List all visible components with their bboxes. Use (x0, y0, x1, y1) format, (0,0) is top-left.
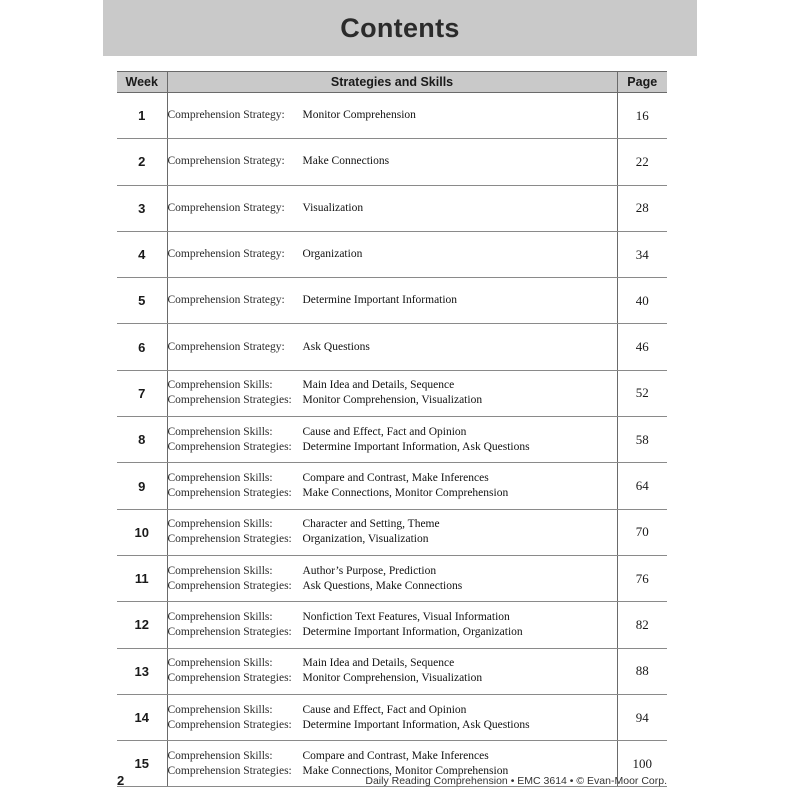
week-number: 5 (117, 278, 167, 324)
strategy-label: Comprehension Skills: (167, 703, 273, 716)
strategies-cell (167, 324, 617, 370)
strategy-label: Comprehension Strategy: (167, 109, 285, 122)
strategy-label: Comprehension Strategies: (167, 718, 292, 731)
strategies-cell (167, 139, 617, 185)
strategy-value: Make Connections, Monitor Comprehension (302, 764, 509, 777)
strategy-line (168, 393, 617, 408)
strategy-line (168, 471, 617, 486)
strategy-label: Comprehension Strategies: (167, 672, 292, 685)
strategies-cell (167, 278, 617, 324)
strategy-label: Comprehension Skills: (167, 657, 273, 670)
table-row (117, 370, 667, 416)
strategies-cell (167, 463, 617, 509)
strategies-cell (167, 555, 617, 601)
page-number: 34 (617, 231, 667, 277)
strategy-line (168, 425, 617, 440)
strategy-value: Main Idea and Details, Sequence (302, 379, 455, 392)
strategy-value: Visualization (302, 201, 364, 214)
strategy-value: Cause and Effect, Fact and Opinion (302, 425, 467, 438)
strategy-value: Compare and Contrast, Make Inferences (302, 472, 489, 485)
table-row (117, 417, 667, 463)
contents-table (117, 71, 667, 787)
week-number: 1 (117, 93, 167, 139)
header-row (117, 72, 667, 93)
strategy-line (168, 440, 617, 455)
page-number: 58 (617, 417, 667, 463)
strategy-line (168, 579, 617, 594)
strategy-line (168, 749, 617, 764)
week-number: 13 (117, 648, 167, 694)
strategy-label: Comprehension Strategies: (167, 394, 292, 407)
strategy-label: Comprehension Strategies: (167, 487, 292, 500)
strategy-value: Organization (302, 248, 363, 261)
week-number: 7 (117, 370, 167, 416)
week-number: 12 (117, 602, 167, 648)
strategy-line (168, 703, 617, 718)
table-row (117, 278, 667, 324)
page-number: 40 (617, 278, 667, 324)
page-number: 70 (617, 509, 667, 555)
strategy-line (168, 671, 617, 686)
strategy-line (168, 517, 617, 532)
strategy-value: Nonfiction Text Features, Visual Information (302, 610, 510, 623)
strategy-value: Make Connections (302, 155, 390, 168)
table-row (117, 509, 667, 555)
week-number: 14 (117, 694, 167, 740)
week-number: 15 (117, 741, 167, 787)
contents-table-body (117, 93, 667, 787)
page-number: 16 (617, 93, 667, 139)
page-number: 52 (617, 370, 667, 416)
strategy-line (168, 564, 617, 579)
strategy-line (168, 656, 617, 671)
strategy-label: Comprehension Skills: (167, 425, 273, 438)
strategy-line (168, 247, 617, 262)
strategy-value: Monitor Comprehension, Visualization (302, 672, 483, 685)
strategy-line (168, 625, 617, 640)
strategy-label: Comprehension Strategies: (167, 764, 292, 777)
header-strategies: Strategies and Skills (167, 72, 617, 93)
week-number: 11 (117, 555, 167, 601)
strategies-cell (167, 509, 617, 555)
title-banner (103, 0, 697, 56)
page-number: 100 (617, 741, 667, 787)
strategy-label: Comprehension Strategy: (167, 201, 285, 214)
table-row (117, 602, 667, 648)
strategy-label: Comprehension Skills: (167, 610, 273, 623)
strategy-label: Comprehension Skills: (167, 379, 273, 392)
strategies-cell (167, 602, 617, 648)
table-row (117, 231, 667, 277)
strategy-label: Comprehension Strategies: (167, 533, 292, 546)
page-number: 94 (617, 694, 667, 740)
footer-credit: Daily Reading Comprehension • EMC 3614 • © Evan-Moor Corp. (365, 775, 667, 787)
strategy-label: Comprehension Skills: (167, 564, 273, 577)
strategy-line (168, 610, 617, 625)
week-number: 3 (117, 185, 167, 231)
strategy-value: Main Idea and Details, Sequence (302, 657, 455, 670)
table-row (117, 648, 667, 694)
page-number: 22 (617, 139, 667, 185)
strategy-value: Ask Questions, Make Connections (302, 579, 463, 592)
footer-page-number: 2 (117, 773, 125, 788)
page-number: 82 (617, 602, 667, 648)
week-number: 4 (117, 231, 167, 277)
strategies-cell (167, 185, 617, 231)
strategy-value: Monitor Comprehension, Visualization (302, 394, 483, 407)
week-number: 6 (117, 324, 167, 370)
page-number: 88 (617, 648, 667, 694)
strategies-cell (167, 694, 617, 740)
strategy-value: Make Connections, Monitor Comprehension (302, 487, 509, 500)
page-number: 64 (617, 463, 667, 509)
strategy-value: Cause and Effect, Fact and Opinion (302, 703, 467, 716)
page-number: 76 (617, 555, 667, 601)
week-number: 8 (117, 417, 167, 463)
strategy-value: Determine Important Information (302, 294, 458, 307)
strategy-label: Comprehension Strategy: (167, 294, 285, 307)
table-row (117, 139, 667, 185)
strategy-line (168, 293, 617, 308)
header-week: Week (117, 72, 167, 93)
strategy-label: Comprehension Skills: (167, 518, 273, 531)
week-number: 10 (117, 509, 167, 555)
strategy-value: Ask Questions (302, 340, 370, 353)
table-row (117, 324, 667, 370)
strategies-cell (167, 231, 617, 277)
strategy-label: Comprehension Strategies: (167, 625, 292, 638)
strategy-value: Monitor Comprehension (302, 109, 416, 122)
strategy-value: Determine Important Information, Organization (302, 625, 523, 638)
table-row (117, 185, 667, 231)
strategy-line (168, 201, 617, 216)
strategy-value: Author’s Purpose, Prediction (302, 564, 437, 577)
table-row (117, 694, 667, 740)
strategies-cell (167, 93, 617, 139)
week-number: 2 (117, 139, 167, 185)
table-row (117, 463, 667, 509)
strategy-line (168, 378, 617, 393)
strategy-line (168, 486, 617, 501)
document-page (103, 0, 697, 800)
page-number: 28 (617, 185, 667, 231)
page-number: 46 (617, 324, 667, 370)
strategy-value: Determine Important Information, Ask Questions (302, 718, 530, 731)
strategy-label: Comprehension Strategy: (167, 248, 285, 261)
strategy-line (168, 154, 617, 169)
page-title: Contents (340, 12, 460, 43)
week-number: 9 (117, 463, 167, 509)
strategy-label: Comprehension Strategy: (167, 340, 285, 353)
strategy-line (168, 108, 617, 123)
strategy-value: Character and Setting, Theme (302, 518, 440, 531)
strategy-value: Organization, Visualization (302, 533, 429, 546)
strategy-value: Compare and Contrast, Make Inferences (302, 749, 489, 762)
strategy-label: Comprehension Skills: (167, 749, 273, 762)
strategies-cell (167, 417, 617, 463)
page-footer (117, 773, 667, 791)
strategy-label: Comprehension Strategy: (167, 155, 285, 168)
strategies-cell (167, 648, 617, 694)
strategy-value: Determine Important Information, Ask Questions (302, 440, 530, 453)
table-row (117, 555, 667, 601)
strategy-line (168, 340, 617, 355)
strategy-label: Comprehension Strategies: (167, 440, 292, 453)
strategy-line (168, 718, 617, 733)
strategy-label: Comprehension Skills: (167, 472, 273, 485)
strategy-label: Comprehension Strategies: (167, 579, 292, 592)
strategies-cell (167, 370, 617, 416)
table-row (117, 93, 667, 139)
header-page: Page (617, 72, 667, 93)
strategy-line (168, 532, 617, 547)
